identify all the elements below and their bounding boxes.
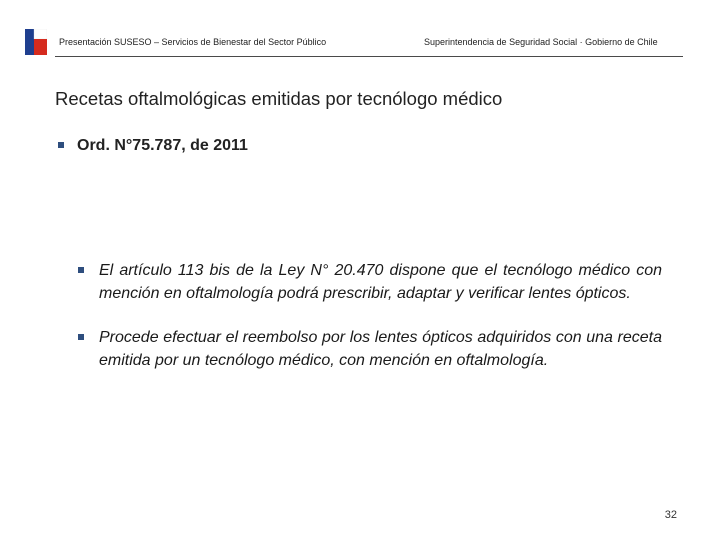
header-divider — [55, 56, 683, 57]
sub-bullet-text: Procede efectuar el reembolso por los lentes ópticos adquiridos con una receta emitida por un tecnólogo médico, con mención en oftalmología. — [99, 329, 662, 369]
page-number: 32 — [664, 509, 677, 521]
header-presentation-title: Presentación SUSESO – Servicios de Bienestar del Sector Público — [59, 37, 327, 47]
main-bullet-text: Ord. N°75.787, de 2011 — [77, 137, 248, 154]
sub-bullet-list — [78, 259, 662, 393]
bullet-square-icon — [78, 267, 84, 273]
chile-government-logo-icon — [25, 29, 47, 55]
sub-bullet-item — [78, 259, 662, 305]
bullet-square-icon — [58, 142, 64, 148]
sub-bullet-item — [78, 326, 662, 372]
bullet-square-icon — [78, 334, 84, 340]
sub-bullet-text: El artículo 113 bis de la Ley N° 20.470 dispone que el tecnólogo médico con mención en oftalmología podrá prescribir, adaptar y verificar lentes ópticos. — [99, 262, 662, 302]
main-bullet — [58, 137, 248, 155]
slide-title: Recetas oftalmológicas emitidas por tecnólogo médico — [55, 88, 503, 109]
header-organization: Superintendencia de Seguridad Social · Gobierno de Chile — [424, 37, 658, 47]
